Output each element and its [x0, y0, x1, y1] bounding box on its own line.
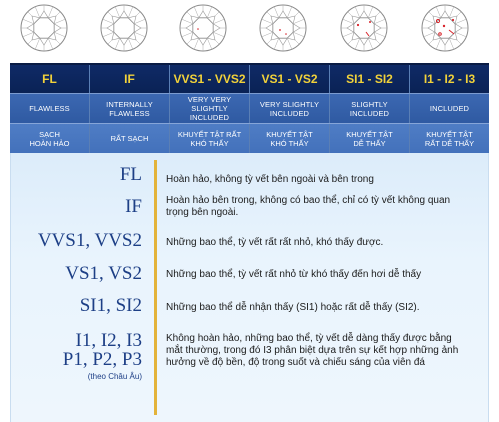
diamond-si-icon: [339, 3, 389, 53]
desc-note-europe: (theo Châu Âu): [87, 372, 142, 381]
grade-vi-si: KHUYẾT TẬT DỄ THẤY: [330, 124, 410, 153]
desc-text-vs: Những bao thể, tỳ vết rất nhỏ từ khó thấy đến hơi dễ thấy: [166, 269, 422, 280]
grade-vi-vs: KHUYẾT TẬT KHÓ THẤY: [250, 124, 330, 153]
diamond-illustrations: [0, 0, 499, 62]
grade-vi-if: RẤT SẠCH: [90, 124, 170, 153]
desc-text-si: Những bao thể dễ nhận thấy (SI1) hoặc rất dễ thấy (SI2).: [166, 302, 420, 313]
desc-code-if: IF: [125, 196, 142, 217]
diamond-i-icon: [420, 3, 470, 53]
grade-vi-vvs: KHUYẾT TẬT RẤT KHÓ THẤY: [170, 124, 250, 153]
grade-code-si: SI1 - SI2: [330, 65, 410, 93]
desc-code-i: I1, I2, I3: [75, 330, 142, 351]
grade-code-fl: FL: [10, 65, 90, 93]
desc-code-vvs: VVS1, VVS2: [37, 230, 142, 251]
desc-code-si: SI1, SI2: [79, 295, 142, 316]
diamond-fl-icon: [19, 3, 69, 53]
desc-text-fl: Hoàn hảo, không tỳ vết bên ngoài và bên trong: [166, 174, 374, 185]
desc-text-vvs: Những bao thể, tỳ vết rất rất nhỏ, khó thấy được.: [166, 237, 384, 248]
grade-code-vvs: VVS1 - VVS2: [170, 65, 250, 93]
desc-text-if: Hoàn hảo bên trong, không có bao thể, chỉ có tỳ vết không quan trọng bên ngoài.: [166, 195, 451, 218]
grade-vi-i: KHUYẾT TẬT RẤT DỄ THẤY: [424, 129, 475, 148]
desc-code-fl: FL: [119, 164, 142, 185]
desc-code-p: P1, P2, P3: [62, 349, 142, 370]
clarity-grade-table: [10, 63, 489, 153]
grade-en-si: SLIGHTLY INCLUDED: [330, 94, 410, 123]
grade-vi-fl: SẠCH HOÀN HẢO: [10, 124, 90, 153]
grade-en-if: INTERNALLY FLAWLESS: [90, 94, 170, 123]
panel-divider: [154, 160, 157, 415]
grade-en-vs: VERY SLIGHTLY INCLUDED: [250, 94, 330, 123]
grade-en-vvs: VERY VERY SLIGHTLY INCLUDED: [170, 94, 250, 123]
grade-en-fl: FLAWLESS: [10, 94, 90, 123]
grade-code-vs: VS1 - VS2: [250, 65, 330, 93]
description-panel: [10, 153, 489, 422]
grade-code-i: I1 - I2 - I3: [423, 72, 476, 86]
grade-english-row: [10, 93, 489, 123]
grade-code-if: IF: [90, 65, 170, 93]
diamond-vs-icon: [258, 3, 308, 53]
diamond-if-icon: [99, 3, 149, 53]
grade-code-row: [10, 63, 489, 93]
desc-text-i: Không hoàn hảo, những bao thể, tỳ vết dễ dàng thấy được bằng mắt thường, trong đó I3 phân biệt dựa trên sự kết hợp những ảnh hưởng về độ bền, độ trong suốt và chiếu sáng của viên đá: [166, 333, 459, 368]
grade-vietnamese-row: [10, 123, 489, 153]
desc-code-vs: VS1, VS2: [65, 263, 142, 284]
grade-en-i: INCLUDED: [429, 104, 470, 113]
diamond-vvs-icon: [178, 3, 228, 53]
